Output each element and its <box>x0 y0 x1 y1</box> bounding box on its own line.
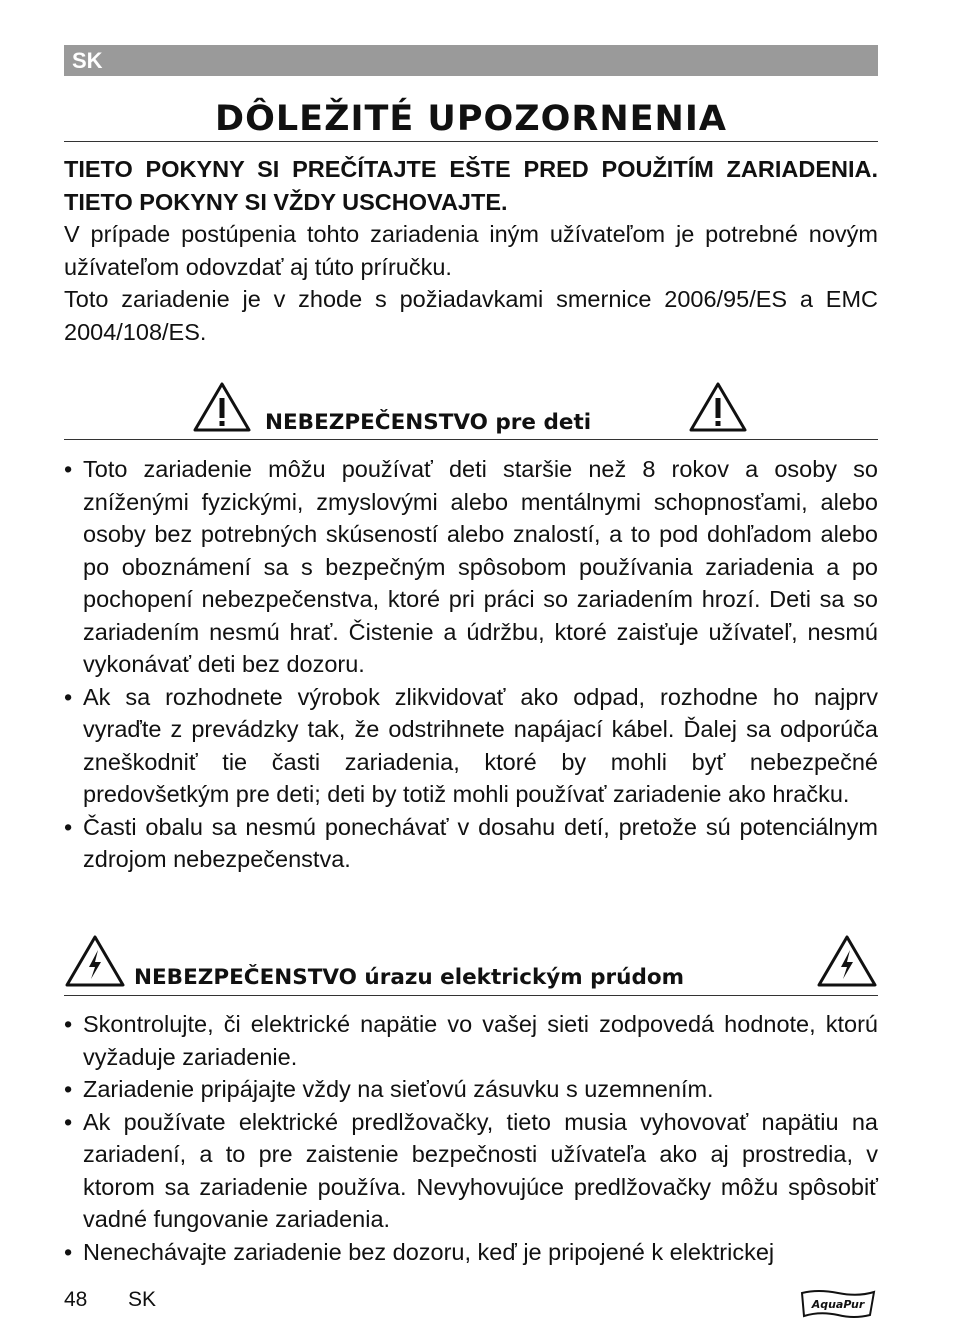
intro-caps-notice: TIETO POKYNY SI PREČÍTAJTE EŠTE PRED POUŽITÍM ZARIADENIA. TIETO POKYNY SI VŽDY USCHOVAJTE. <box>64 156 878 215</box>
intro-block <box>64 153 878 348</box>
page-title: DÔLEŽITÉ UPOZORNENIA <box>215 99 727 139</box>
language-tag-bar <box>64 45 878 76</box>
children-danger-label: NEBEZPEČENSTVO pre deti <box>265 410 592 435</box>
brand-logo <box>798 1287 878 1321</box>
page-number: 48 <box>64 1288 88 1311</box>
electric-danger-list <box>64 1008 878 1268</box>
intro-paragraph-1: V prípade postúpenia tohto zariadenia iným užívateľom je potrebné novým užívateľom odovzdať aj túto príručku. <box>64 221 878 280</box>
brand-logo-text: AquaPur <box>811 1298 865 1311</box>
warning-triangle-icon <box>192 381 252 433</box>
list-item: • Zariadenie pripájajte vždy na sieťovú zásuvku s uzemnením. <box>64 1073 878 1106</box>
children-section-divider <box>64 439 878 440</box>
electric-hazard-icon <box>64 934 126 988</box>
title-divider <box>64 141 878 142</box>
electric-danger-heading <box>64 932 878 994</box>
electric-section-divider <box>64 995 878 996</box>
list-item: • Ak sa rozhodnete výrobok zlikvidovať ako odpad, rozhodne ho najprv vyraďte z prevádzky tak, že odstrihnete napájací kábel. Ďalej sa odporúča zneškodniť tie časti zariadenia, ktoré by mohli byť nebezpečné predovšetkým pre deti; deti by totiž mohli používať zariadenie ako hračku. <box>64 681 878 811</box>
list-item: • Časti obalu sa nesmú ponechávať v dosahu detí, pretože sú potenciálnym zdrojom nebezpečenstva. <box>64 811 878 876</box>
list-item: • Toto zariadenie môžu používať deti staršie než 8 rokov a osoby so zníženými fyzickými, zmyslovými alebo mentálnymi schopnosťami, alebo osoby bez potrebných skúseností alebo znalostí, a to pod dohľadom alebo po oboznámení sa s bezpečným spôsobom používania zariadenia a po pochopení nebezpečenstva, ktoré pri práci so zariadením hrozí. Deti sa so zariadením nesmú hrať. Čistenie a údržbu, ktoré zaisťuje užívateľ, nesmú vykonávať deti bez dozoru. <box>64 453 878 681</box>
electric-hazard-icon <box>816 934 878 988</box>
warning-triangle-icon <box>688 381 748 433</box>
children-danger-list <box>64 453 878 876</box>
electric-danger-label: NEBEZPEČENSTVO úrazu elektrickým prúdom <box>134 965 685 990</box>
language-tag: SK <box>72 48 103 73</box>
intro-paragraph-2: Toto zariadenie je v zhode s požiadavkami smernice 2006/95/ES a EMC 2004/108/ES. <box>64 286 878 345</box>
children-danger-heading <box>64 377 878 439</box>
list-item: • Skontrolujte, či elektrické napätie vo vašej sieti zodpovedá hodnote, ktorú vyžaduje zariadenie. <box>64 1008 878 1073</box>
list-item: • Nenechávajte zariadenie bez dozoru, keď je pripojené k elektrickej <box>64 1236 878 1269</box>
footer-language: SK <box>128 1288 157 1311</box>
list-item: • Ak používate elektrické predlžovačky, tieto musia vyhovovať napätiu na zariadení, a to pre zaistenie bezpečnosti užívateľa ako aj prostredia, v ktorom sa zariadenie používa. Nevyhovujúce predlžovačky môžu spôsobiť vadné fungovanie zariadenia. <box>64 1106 878 1236</box>
